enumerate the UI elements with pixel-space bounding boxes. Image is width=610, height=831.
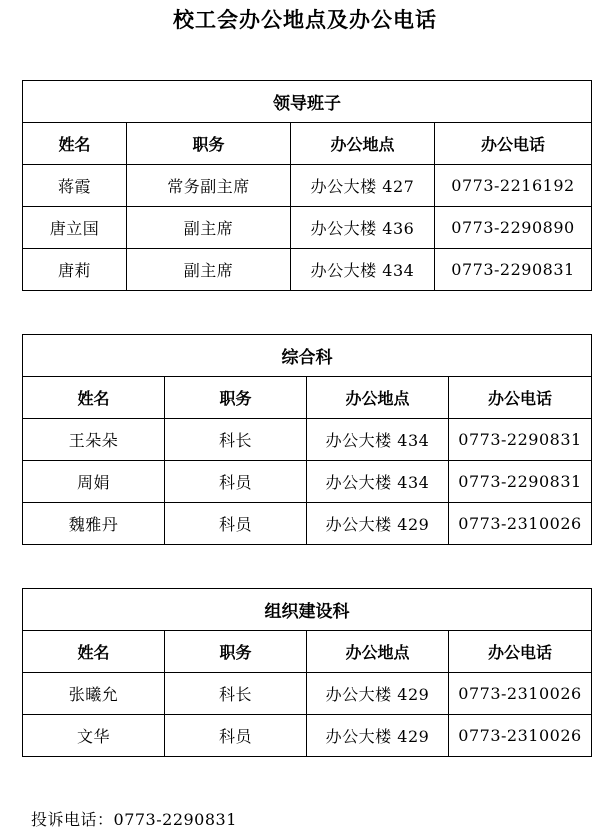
column-header-name: 姓名 [23,123,127,165]
header-row [23,631,592,673]
cell-name: 唐立国 [23,207,127,249]
cell-position: 科长 [165,419,307,461]
column-header-position: 职务 [165,377,307,419]
table-row [23,207,592,249]
column-header-phone: 办公电话 [435,123,592,165]
leadership-table [22,80,592,291]
column-header-phone: 办公电话 [449,631,592,673]
table-row [23,503,592,545]
table-row [23,461,592,503]
cell-position: 科员 [165,461,307,503]
cell-position: 副主席 [127,249,291,291]
column-header-position: 职务 [165,631,307,673]
header-row [23,377,592,419]
section-heading: 领导班子 [23,81,592,123]
cell-name: 张曦允 [23,673,165,715]
column-header-office: 办公地点 [307,377,449,419]
cell-phone: 0773-2310026 [449,673,592,715]
column-header-office: 办公地点 [307,631,449,673]
complaint-phone-note [31,807,237,830]
cell-office: 办公大楼 434 [307,419,449,461]
section-heading: 组织建设科 [23,589,592,631]
cell-phone: 0773-2290831 [449,461,592,503]
column-header-name: 姓名 [23,631,165,673]
cell-phone: 0773-2310026 [449,715,592,757]
column-header-position: 职务 [127,123,291,165]
cell-position: 科员 [165,503,307,545]
cell-position: 科员 [165,715,307,757]
cell-name: 魏雅丹 [23,503,165,545]
table-row [23,249,592,291]
column-header-office: 办公地点 [291,123,435,165]
table-row [23,419,592,461]
section-heading: 综合科 [23,335,592,377]
column-header-name: 姓名 [23,377,165,419]
cell-position: 副主席 [127,207,291,249]
cell-phone: 0773-2290831 [449,419,592,461]
cell-office: 办公大楼 436 [291,207,435,249]
cell-name: 文华 [23,715,165,757]
general-office-table [22,334,592,545]
cell-phone: 0773-2310026 [449,503,592,545]
cell-name: 王朵朵 [23,419,165,461]
cell-phone: 0773-2290890 [435,207,592,249]
cell-office: 办公大楼 429 [307,503,449,545]
column-header-phone: 办公电话 [449,377,592,419]
cell-phone: 0773-2290831 [435,249,592,291]
cell-office: 办公大楼 429 [307,673,449,715]
table-row [23,715,592,757]
cell-office: 办公大楼 427 [291,165,435,207]
organization-building-table [22,588,592,757]
complaint-phone-number: 0773-2290831 [113,810,237,829]
cell-office: 办公大楼 434 [291,249,435,291]
header-row [23,123,592,165]
cell-office: 办公大楼 434 [307,461,449,503]
table-row [23,673,592,715]
cell-name: 蒋霞 [23,165,127,207]
complaint-phone-label: 投诉电话： [31,810,114,829]
cell-phone: 0773-2216192 [435,165,592,207]
table-row [23,165,592,207]
cell-office: 办公大楼 429 [307,715,449,757]
cell-name: 唐莉 [23,249,127,291]
cell-name: 周娟 [23,461,165,503]
page-title: 校工会办公地点及办公电话 [173,8,437,32]
cell-position: 科长 [165,673,307,715]
cell-position: 常务副主席 [127,165,291,207]
